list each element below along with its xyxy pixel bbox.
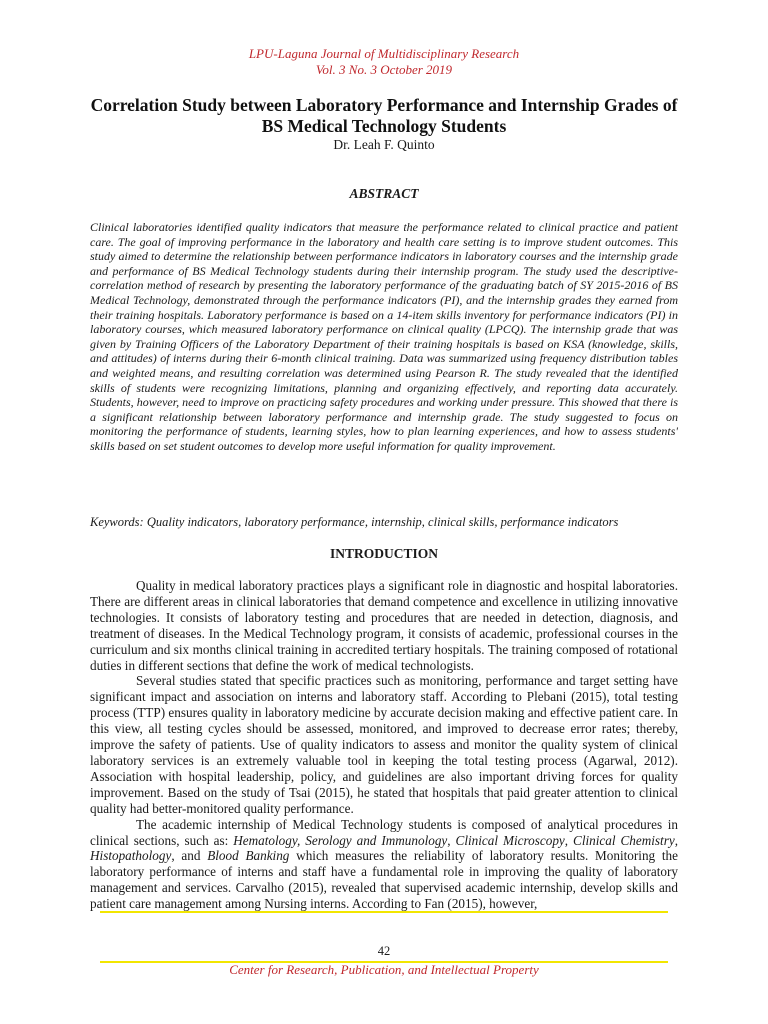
keywords: Keywords: Quality indicators, laboratory performance, internship, clinical skills, performance indicators [90,515,619,529]
journal-name: LPU-Laguna Journal of Multidisciplinary Research [248,46,520,61]
journal-issue: Vol. 3 No. 3 October 2019 [315,62,453,77]
intro-paragraph-3 [90,817,678,912]
intro-p3-text-a: The academic internship of Medical Technology students is composed of analytical procedures in clinical sections, such as: [90,816,678,848]
page-number: 42 [377,944,391,958]
introduction-heading: INTRODUCTION [329,546,438,561]
author-name: Dr. Leah F. Quinto [333,137,435,152]
intro-p3-text-b: which measures the reliability of laboratory results. Monitoring the laboratory performance of interns and staff have a fundamental role in improving the quality of laboratory management and services. Carvalho (2015), revealed that supervised academic internship, develop skills and patient care management among Nursing interns. According to Fan (2015), however, [90,848,678,912]
term-blood-banking: Blood Banking [207,848,290,864]
intro-paragraph-2: Several studies stated that specific practices such as monitoring, performance and target setting have significant impact and association on interns and laboratory staff. According to Plebani (2015), total testing process (TTP) ensures quality in laboratory medicine by accurate decision making and effective patient care. In this view, all testing cycles should be assessed, monitored, and improved to decrease error rates; thereby, improve the safety of patients. Use of quality indicators to assess and monitor the quality system of clinical laboratory services is an extremely valuable tool in keeping the total testing process (Agarwal, 2012). Association with hospital leadership, policy, and guidelines are also important driving forces for quality improvement. Based on the study of Tsai (2015), he stated that hospitals that paid greater attention to clinical quality had better-monitored quality performance. [90,673,678,816]
introduction-body [90,578,678,912]
intro-p3-comma-3: , [674,832,678,848]
abstract-text: Clinical laboratories identified quality indicators that measure the performance related to clinical practice and patient care. The goal of improving performance in the laboratory and health care setting is to improve student outcomes. This study aimed to determine the relationship between performance indicators in laboratory courses and the internship grade and performance of BS Medical Technology students during their internship program. The study used the descriptive-correlation method of research by presenting the laboratory performance of the graduating batch of SY 2015-2016 of BS Medical Technology, demonstrated through the performance indicators (PI), and the internship grades they earned from their training hospitals. Laboratory performance is based on a 14-item skills inventory for performance indicators (PI) in laboratory courses, which measured laboratory performance on clinical quality (LPCQ). The internship grade that was given by Training Officers of the Laboratory Department of their training hospitals is based on KSA (knowledge, skills, and attitudes) of interns during their 6-month clinical training. Data was summarized using frequency distribution tables and weighted means, and resulting correlation was determined using Pearson R. The study revealed that the identified skills of students were recognizing limitations, planning and organizing effectively, and reporting data accurately. Students, however, need to improve on practicing safety procedures and working under pressure. This showed that there is a significant relationship between laboratory performance and internship grade. The study suggested to focus on monitoring the performance of students, learning styles, how to plan learning experiences, and how to assess students' skills based on set student outcomes to develop more useful information for quality improvement. [90,220,678,453]
intro-p3-and: , and [171,848,208,864]
abstract-heading: ABSTRACT [349,186,419,201]
footer-rule-top [100,911,668,913]
term-hematology: Hematology, Serology and Immunology [233,832,448,848]
paper-title: Correlation Study between Laboratory Performance and Internship Grades of BS Medical Technology Students [90,95,678,136]
footer-text: Center for Research, Publication, and Intellectual Property [229,962,539,977]
intro-p3-comma-2: , [564,832,574,848]
term-histopathology: Histopathology [90,848,172,864]
intro-p3-comma-1: , [447,832,456,848]
intro-paragraph-1: Quality in medical laboratory practices plays a significant role in diagnostic and hospital laboratories. There are different areas in clinical laboratories that demand competence and excellence in utilizing innovative technologies. It consists of laboratory testing and procedures that are needed in detection, diagnosis, and treatment of diseases. In the Medical Technology program, it consists of academic, professional courses in the curriculum and six months clinical training in accredited tertiary hospitals. The training composed of rotational duties in different sections that define the work of medical technologists. [90,578,678,673]
term-clinical-microscopy: Clinical Microscopy [455,832,565,848]
term-clinical-chemistry: Clinical Chemistry [573,832,675,848]
